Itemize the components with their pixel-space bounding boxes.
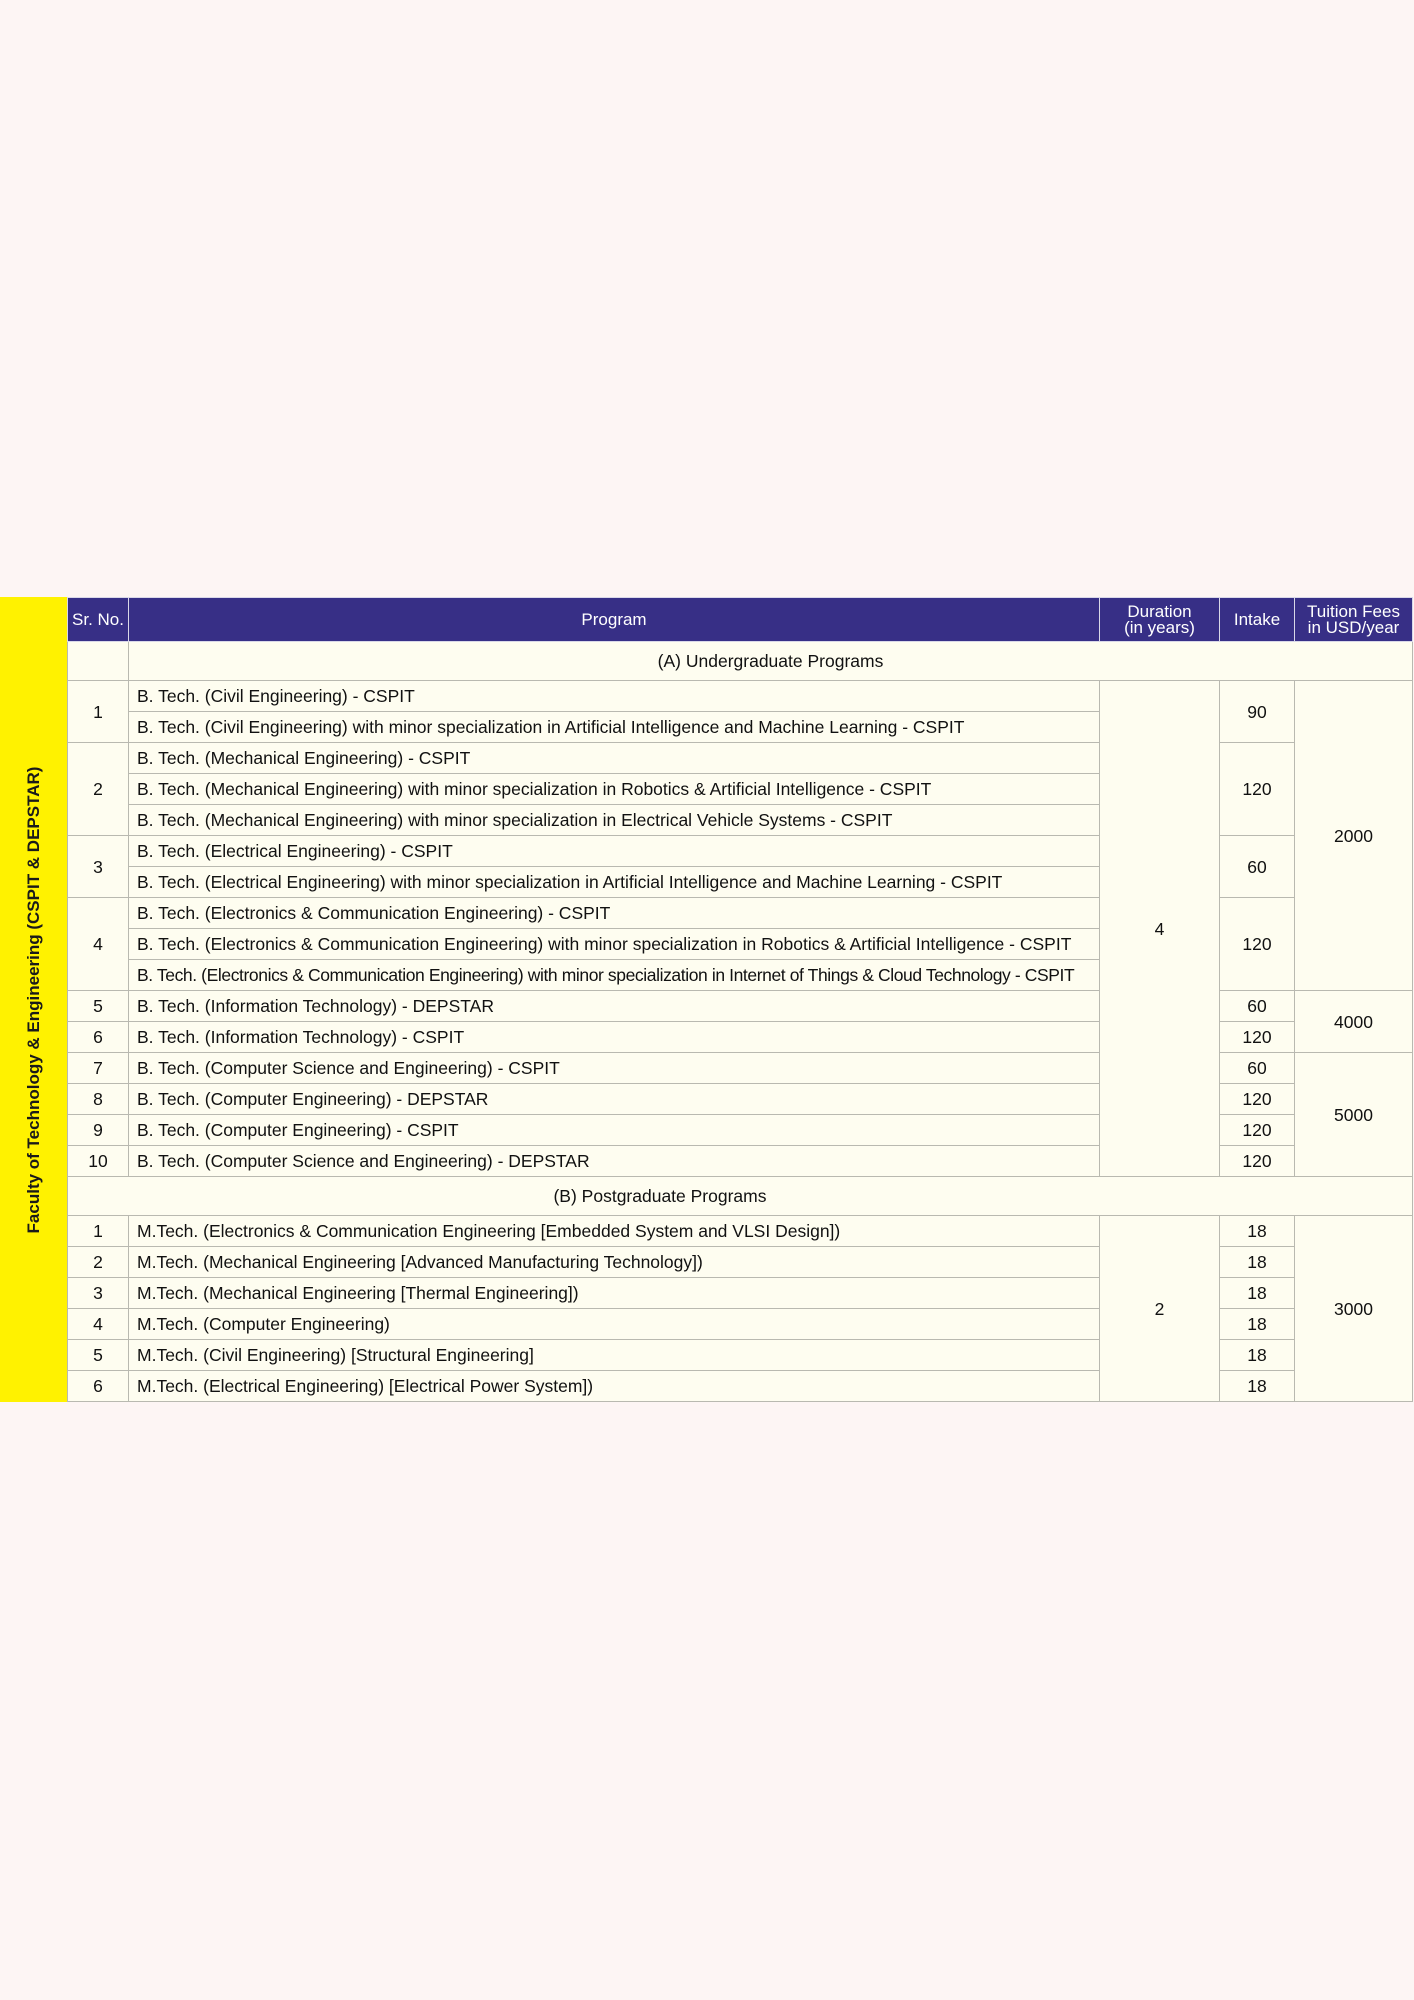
sr-no-cell: 10 <box>68 1146 129 1177</box>
section-heading-undergraduate: (A) Undergraduate Programs <box>129 642 1413 681</box>
header-program: Program <box>129 598 1100 642</box>
table-header-row <box>68 598 1413 642</box>
sr-no-cell: 1 <box>68 681 129 743</box>
program-cell: B. Tech. (Computer Science and Engineering) - CSPIT <box>129 1053 1100 1084</box>
header-fees: Tuition Fees in USD/year <box>1295 598 1413 642</box>
program-cell: B. Tech. (Computer Engineering) - DEPSTAR <box>129 1084 1100 1115</box>
intake-cell: 120 <box>1220 743 1295 836</box>
fees-cell: 5000 <box>1295 1053 1413 1177</box>
intake-cell: 18 <box>1220 1247 1295 1278</box>
sr-no-cell: 9 <box>68 1115 129 1146</box>
program-cell: B. Tech. (Computer Science and Engineering) - DEPSTAR <box>129 1146 1100 1177</box>
sr-no-cell: 6 <box>68 1371 129 1402</box>
intake-cell: 120 <box>1220 898 1295 991</box>
intake-cell: 60 <box>1220 836 1295 898</box>
sr-no-cell: 3 <box>68 1278 129 1309</box>
sr-no-cell: 4 <box>68 898 129 991</box>
program-cell: B. Tech. (Electrical Engineering) with minor specialization in Artificial Intelligence and Machine Learning - CSPIT <box>129 867 1100 898</box>
fees-cell: 2000 <box>1295 681 1413 991</box>
fees-cell: 4000 <box>1295 991 1413 1053</box>
program-cell: M.Tech. (Civil Engineering) [Structural Engineering] <box>129 1340 1100 1371</box>
sr-no-cell: 6 <box>68 1022 129 1053</box>
intake-cell: 120 <box>1220 1022 1295 1053</box>
program-cell: M.Tech. (Computer Engineering) <box>129 1309 1100 1340</box>
program-cell: B. Tech. (Civil Engineering) - CSPIT <box>129 681 1100 712</box>
intake-cell: 60 <box>1220 1053 1295 1084</box>
header-intake: Intake <box>1220 598 1295 642</box>
pg-duration-cell: 2 <box>1100 1216 1220 1402</box>
program-cell: B. Tech. (Information Technology) - CSPIT <box>129 1022 1100 1053</box>
table-row <box>68 681 1413 712</box>
sr-no-cell: 5 <box>68 991 129 1022</box>
sr-no-cell: 5 <box>68 1340 129 1371</box>
program-cell: M.Tech. (Mechanical Engineering [Thermal Engineering]) <box>129 1278 1100 1309</box>
program-cell: B. Tech. (Civil Engineering) with minor specialization in Artificial Intelligence and Machine Learning - CSPIT <box>129 712 1100 743</box>
sr-no-cell: 1 <box>68 1216 129 1247</box>
program-cell: B. Tech. (Electrical Engineering) - CSPIT <box>129 836 1100 867</box>
program-cell: B. Tech. (Mechanical Engineering) - CSPIT <box>129 743 1100 774</box>
program-cell: B. Tech. (Electronics & Communication Engineering) with minor specialization in Internet of Things & Cloud Technology - CSPIT <box>129 960 1100 991</box>
faculty-band <box>0 597 67 1402</box>
intake-cell: 18 <box>1220 1278 1295 1309</box>
sr-no-cell: 8 <box>68 1084 129 1115</box>
sr-no-cell: 4 <box>68 1309 129 1340</box>
header-sr-no: Sr. No. <box>68 598 129 642</box>
intake-cell: 120 <box>1220 1084 1295 1115</box>
table-row <box>68 1216 1413 1247</box>
sr-no-cell: 3 <box>68 836 129 898</box>
program-cell: B. Tech. (Computer Engineering) - CSPIT <box>129 1115 1100 1146</box>
program-cell: B. Tech. (Electronics & Communication Engineering) - CSPIT <box>129 898 1100 929</box>
programs-table <box>67 597 1413 1402</box>
sr-no-cell: 2 <box>68 743 129 836</box>
sr-no-cell: 7 <box>68 1053 129 1084</box>
intake-cell: 90 <box>1220 681 1295 743</box>
intake-cell: 18 <box>1220 1371 1295 1402</box>
program-cell: M.Tech. (Electrical Engineering) [Electrical Power System]) <box>129 1371 1100 1402</box>
sr-no-cell: 2 <box>68 1247 129 1278</box>
program-cell: B. Tech. (Mechanical Engineering) with minor specialization in Electrical Vehicle Systems - CSPIT <box>129 805 1100 836</box>
program-cell: M.Tech. (Electronics & Communication Engineering [Embedded System and VLSI Design]) <box>129 1216 1100 1247</box>
section-heading-postgraduate: (B) Postgraduate Programs <box>68 1177 1413 1216</box>
program-cell: B. Tech. (Electronics & Communication Engineering) with minor specialization in Robotics & Artificial Intelligence - CSPIT <box>129 929 1100 960</box>
intake-cell: 120 <box>1220 1115 1295 1146</box>
ug-duration-cell: 4 <box>1100 681 1220 1177</box>
program-cell: B. Tech. (Information Technology) - DEPSTAR <box>129 991 1100 1022</box>
program-cell: M.Tech. (Mechanical Engineering [Advanced Manufacturing Technology]) <box>129 1247 1100 1278</box>
pg-fees-cell: 3000 <box>1295 1216 1413 1402</box>
section-row-undergraduate <box>68 642 1413 681</box>
header-duration: Duration (in years) <box>1100 598 1220 642</box>
intake-cell: 60 <box>1220 991 1295 1022</box>
intake-cell: 18 <box>1220 1340 1295 1371</box>
intake-cell: 18 <box>1220 1309 1295 1340</box>
section-row-postgraduate <box>68 1177 1413 1216</box>
programs-sheet <box>0 597 1412 1402</box>
program-cell: B. Tech. (Mechanical Engineering) with minor specialization in Robotics & Artificial Intelligence - CSPIT <box>129 774 1100 805</box>
intake-cell: 120 <box>1220 1146 1295 1177</box>
faculty-label: Faculty of Technology & Engineering (CSPIT & DEPSTAR) <box>23 766 43 1233</box>
intake-cell: 18 <box>1220 1216 1295 1247</box>
